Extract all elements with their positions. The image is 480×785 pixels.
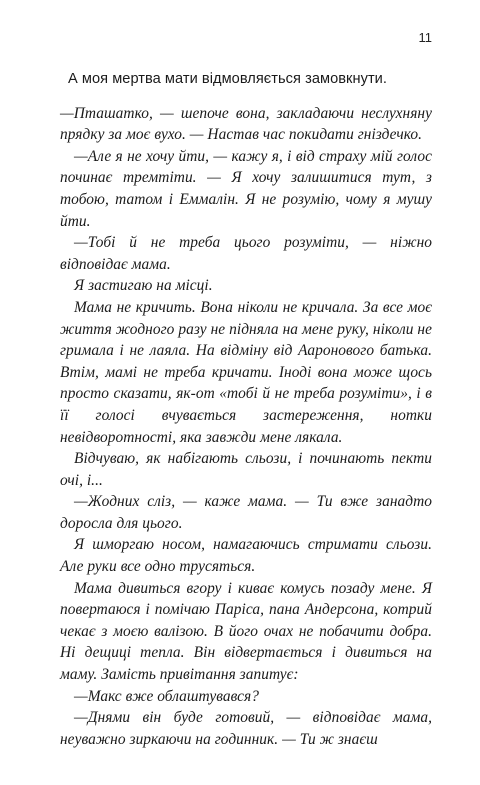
paragraph-narration: Мама не кричить. Вона ніколи не кричала. За все моє життя жодного разу не підняла на мене руку, ніколи не гримала і не лаяла. На відміну від Ааронового батька. Втім, мамі не треба кричати. Іноді вона може щось просто сказати, як-от «тобі й не треба розуміти», і в її голосі вчувається застереження, нотки невідворотності, яка завжди мене лякала.: [60, 298, 432, 446]
paragraph-dialogue: —Тобі й не треба цього розуміти, — ніжно відповідає мама.: [60, 234, 432, 273]
paragraph-dialogue: —Макс вже облаштувався?: [74, 687, 259, 705]
paragraph-narration: Я шморгаю носом, намагаючись стримати сльози. Але руки все одно трусяться.: [60, 536, 432, 576]
paragraph-dialogue: —Жодних сліз, — каже мама. — Ти вже занадто доросла для цього.: [60, 493, 432, 532]
page-number: 11: [418, 30, 432, 45]
paragraph-dialogue: —Але я не хочу йти, — кажу я, і від страху мій голос починає тремтіти. — Я хочу залишитися тут, з тобою, татом і Еммалін. Я не розумію, чому я мушу йти.: [60, 147, 432, 230]
paragraph-narration: Я застигаю на місці.: [74, 277, 213, 295]
paragraph-dialogue: —Днями він буде готовий, — відповідає мама, неуважно зиркаючи на годинник. — Ти ж знаєш: [60, 709, 432, 748]
paragraph-narration: Мама дивиться вгору і киває комусь позаду мене. Я повертаюся і помічаю Паріса, пана Андерсона, котрий чекає з моєю валізою. В його очах не побачити добра. Ні дещиці тепла. Він відвертається і дивиться на маму. Замість привітання запитує:: [60, 579, 432, 684]
paragraph-dialogue: —Пташатко, — шепоче вона, закладаючи неслухняну прядку за моє вухо. — Настав час покидати гніздечко.: [60, 104, 432, 144]
paragraph-narration: А моя мертва мати відмовляється замовкнути.: [68, 71, 387, 87]
paragraph-narration: Відчуваю, як набігають сльози, і починають пекти очі, і...: [60, 450, 432, 489]
page-body: [60, 69, 432, 750]
